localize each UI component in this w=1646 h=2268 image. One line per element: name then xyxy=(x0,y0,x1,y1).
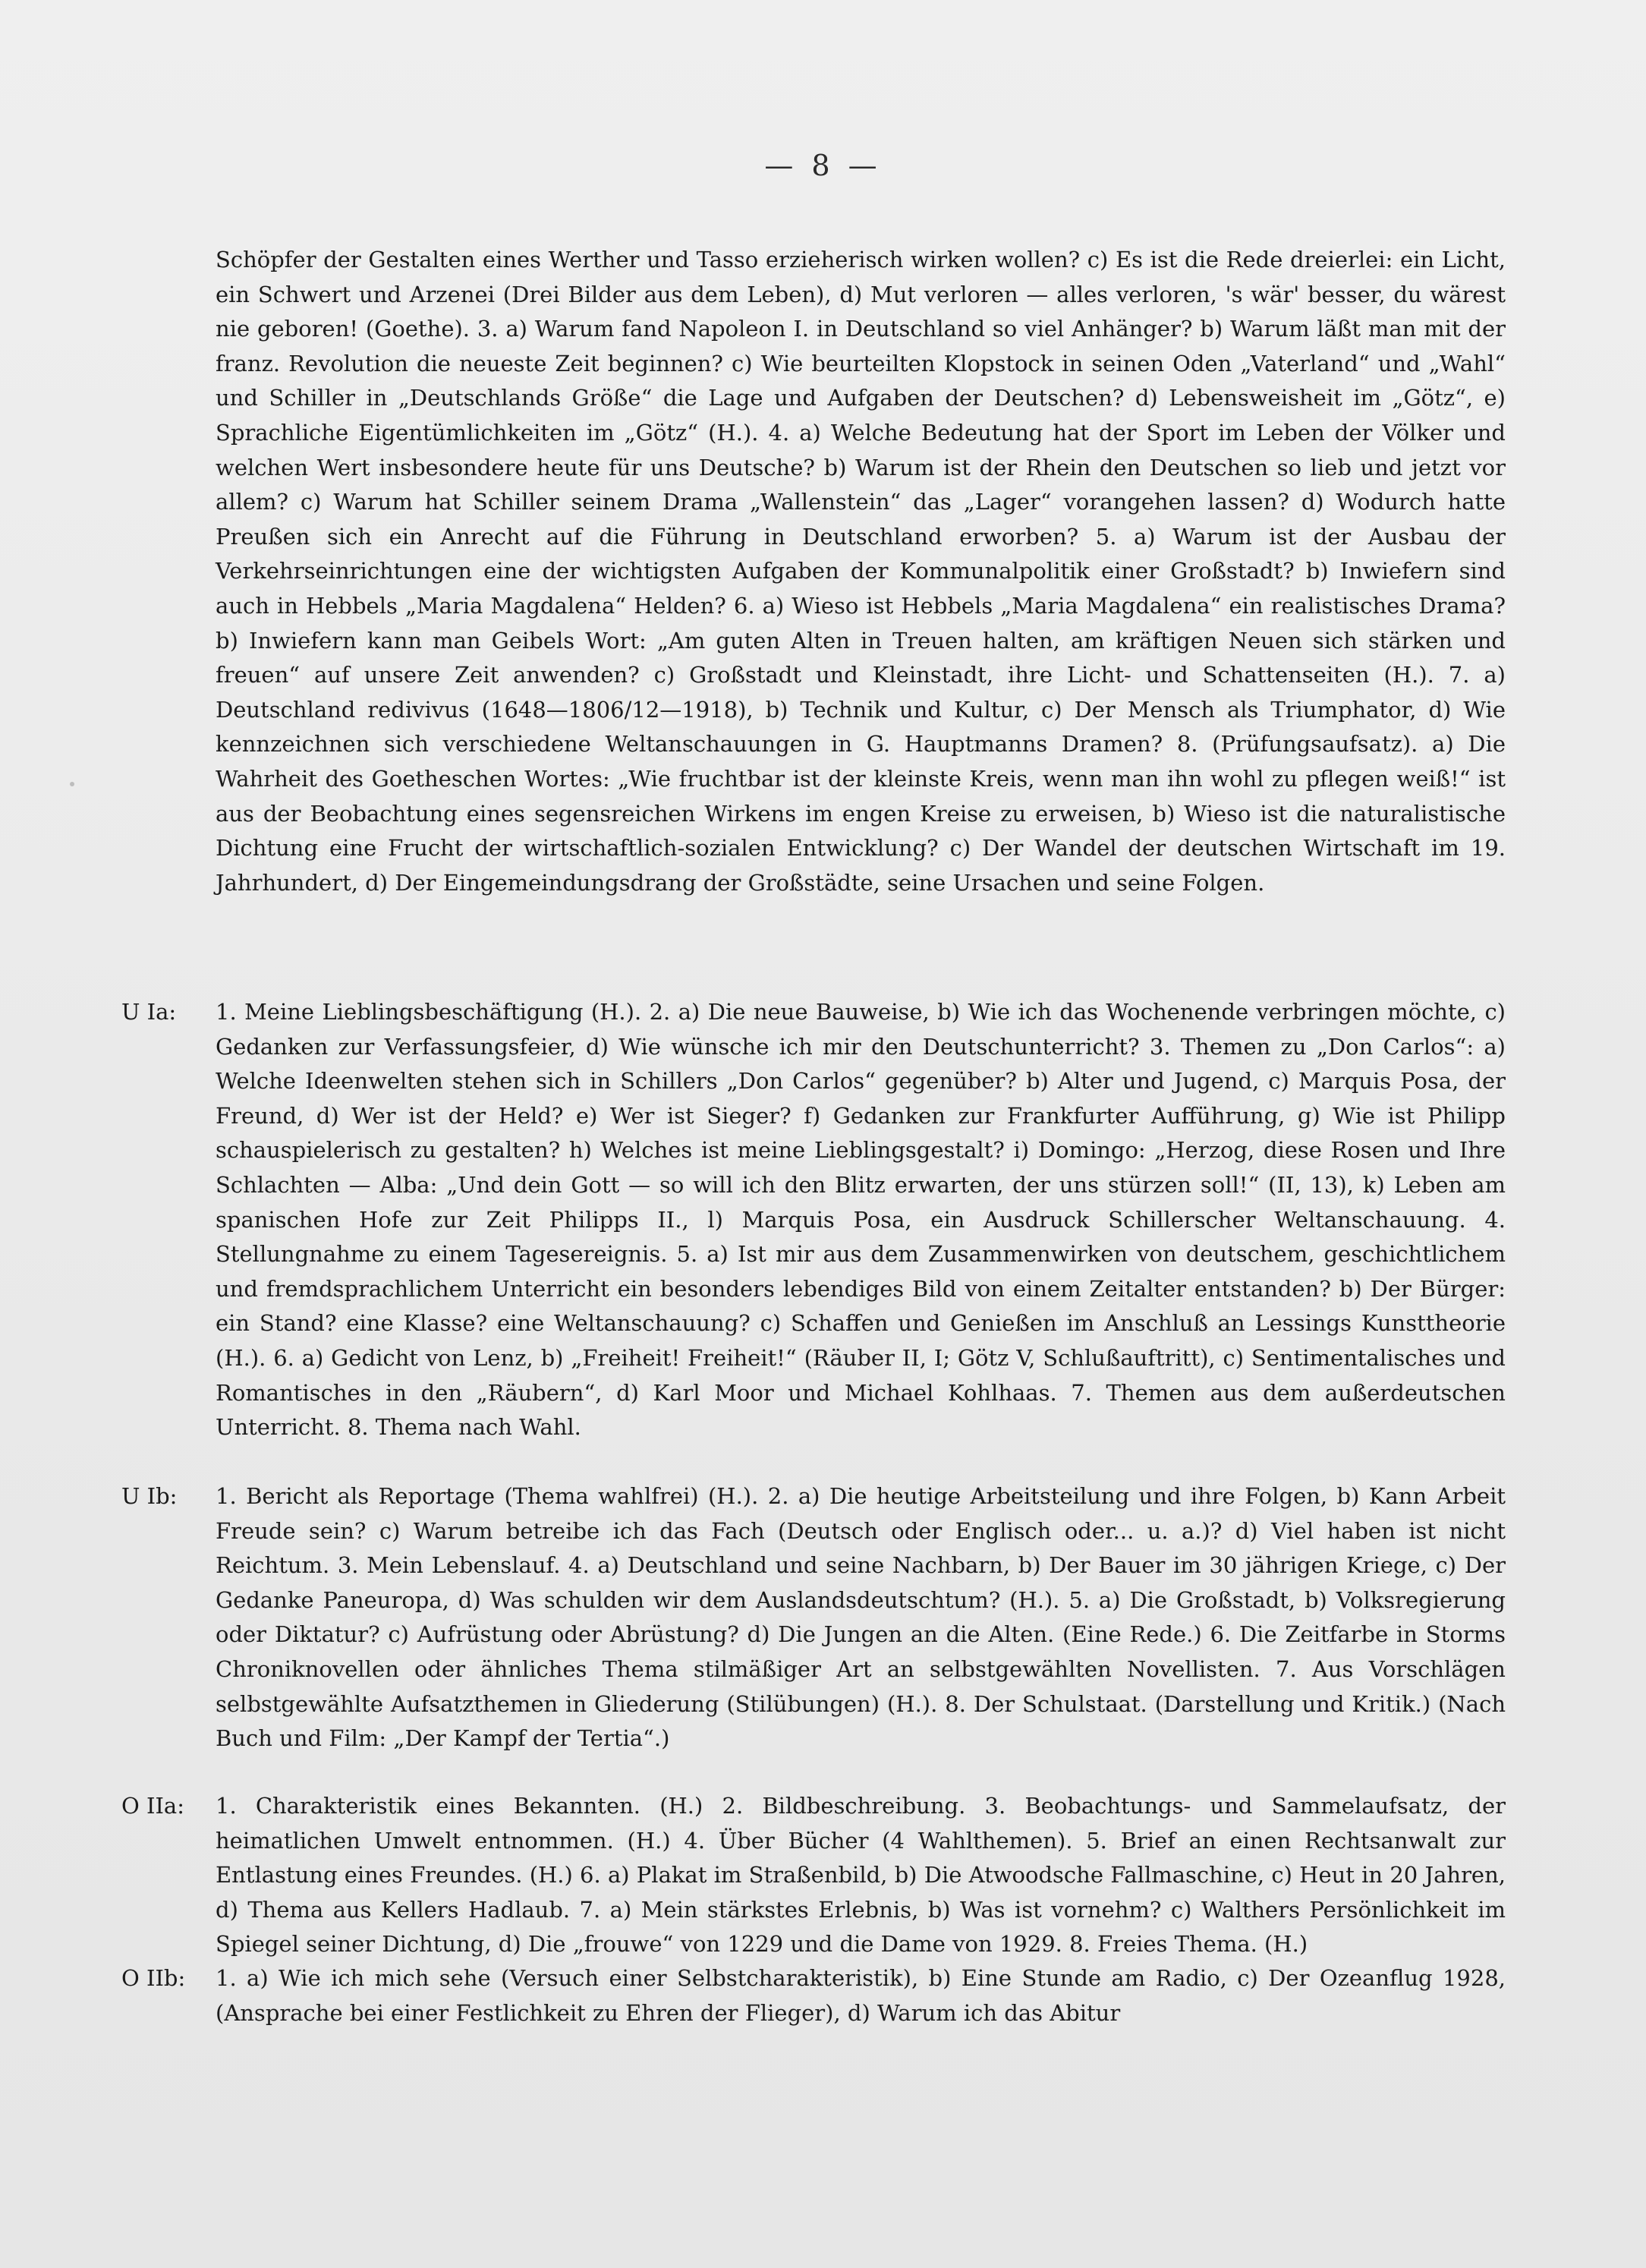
section-label: U Ia: xyxy=(121,999,177,1025)
section-label: O IIb: xyxy=(121,1965,186,1991)
section-body: 1. Charakteristik eines Bekannten. (H.) 2. Bildbeschreibung. 3. Beobachtungs- und Sammelaufsatz, der heimatlichen Umwelt entnommen. (H.) 4. Über Bücher (4 Wahlthemen). 5. Brief an einen Rechtsanwalt zur Entlastung eines Freundes. (H.) 6. a) Plakat im Straßenbild, b) Die Atwoodsche Fallmaschine, c) Heut in 20 Jahren, d) Thema aus Kellers Hadlaub. 7. a) Mein stärkstes Erlebnis, b) Was ist vornehm? c) Walthers Persönlichkeit im Spiegel seiner Dichtung, d) Die „frouwe“ von 1229 und die Dame von 1929. 8. Freies Thema. (H.) xyxy=(216,1793,1506,1958)
section-u-ib xyxy=(121,1479,1506,1756)
page-number: — 8 — xyxy=(764,149,882,182)
section-u-ia xyxy=(121,995,1506,1445)
section-label: U Ib: xyxy=(121,1483,178,1509)
section-o-iia xyxy=(121,1789,1506,1962)
section-label: O IIa: xyxy=(121,1793,184,1819)
section-body: 1. Meine Lieblingsbeschäftigung (H.). 2. a) Die neue Bauweise, b) Wie ich das Wochenende verbringen möchte, c) Gedanken zur Verfassungsfeier, d) Wie wünsche ich mir den Deutschunterricht? 3. Themen zu „Don Carlos“: a) Welche Ideenwelten stehen sich in Schillers „Don Carlos“ gegenüber? b) Alter und Jugend, c) Marquis Posa, der Freund, d) Wer ist der Held? e) Wer ist Sieger? f) Gedanken zur Frankfurter Aufführung, g) Wie ist Philipp schauspielerisch zu gestalten? h) Welches ist meine Lieblingsgestalt? i) Domingo: „Herzog, diese Rosen und Ihre Schlachten — Alba: „Und dein Gott — so will ich den Blitz erwarten, der uns stürzen soll!“ (II, 13), k) Leben am spanischen Hofe zur Zeit Philipps II., l) Marquis Posa, ein Ausdruck Schillerscher Weltanschauung. 4. Stellungnahme zu einem Tagesereignis. 5. a) Ist mir aus dem Zusammenwirken von deutschem, geschichtlichem und fremdsprachlichem Unterricht ein besonders lebendiges Bild von einem Zeitalter entstanden? b) Der Bürger: ein Stand? eine Klasse? eine Weltanschauung? c) Schaffen und Genießen im Anschluß an Lessings Kunsttheorie (H.). 6. a) Gedicht von Lenz, b) „Freiheit! Freiheit!“ (Räuber II, I; Götz V, Schlußauftritt), c) Sentimentalisches und Romantisches in den „Räubern“, d) Karl Moor und Michael Kohlhaas. 7. Themen aus dem außerdeutschen Unterricht. 8. Thema nach Wahl. xyxy=(216,999,1506,1441)
section-body: 1. Bericht als Reportage (Thema wahlfrei) (H.). 2. a) Die heutige Arbeitsteilung und ihre Folgen, b) Kann Arbeit Freude sein? c) Warum betreibe ich das Fach (Deutsch oder Englisch oder... u. a.)? d) Viel haben ist nicht Reichtum. 3. Mein Lebenslauf. 4. a) Deutschland und seine Nachbarn, b) Der Bauer im 30 jährigen Kriege, c) Der Gedanke Paneuropa, d) Was schulden wir dem Auslandsdeutschtum? (H.). 5. a) Die Großstadt, b) Volksregierung oder Diktatur? c) Aufrüstung oder Abrüstung? d) Die Jungen an die Alten. (Eine Rede.) 6. Die Zeitfarbe in Storms Chroniknovellen oder ähnliches Thema stilmäßiger Art an selbstgewählten Novellisten. 7. Aus Vorschlägen selbstgewählte Aufsatzthemen in Gliederung (Stilübungen) (H.). 8. Der Schulstaat. (Darstellung und Kritik.) (Nach Buch und Film: „Der Kampf der Tertia“.) xyxy=(216,1483,1506,1752)
section-o-iib xyxy=(121,1961,1506,2030)
section-body: 1. a) Wie ich mich sehe (Versuch einer Selbstcharakteristik), b) Eine Stunde am Radio, c) Der Ozeanflug 1928, (Ansprache bei einer Festlichkeit zu Ehren der Flieger), d) Warum ich das Abitur xyxy=(216,1965,1506,2026)
paper-speck xyxy=(70,782,74,786)
intro-paragraph: Schöpfer der Gestalten eines Werther und Tasso erzieherisch wirken wollen? c) Es ist die Rede dreierlei: ein Licht, ein Schwert und Arzenei (Drei Bilder aus dem Leben), d) Mut verloren — alles verloren, 's wär' besser, du wärest nie geboren! (Goethe). 3. a) Warum fand Napoleon I. in Deutschland so viel Anhänger? b) Warum läßt man mit der franz. Revolution die neueste Zeit beginnen? c) Wie beurteilten Klopstock in seinen Oden „Vaterland“ und „Wahl“ und Schiller in „Deutschlands Größe“ die Lage und Aufgaben der Deutschen? d) Lebensweisheit im „Götz“, e) Sprachliche Eigentümlichkeiten im „Götz“ (H.). 4. a) Welche Bedeutung hat der Sport im Leben der Völker und welchen Wert insbesondere heute für uns Deutsche? b) Warum ist der Rhein den Deutschen so lieb und jetzt vor allem? c) Warum hat Schiller seinem Drama „Wallenstein“ das „Lager“ vorangehen lassen? d) Wodurch hatte Preußen sich ein Anrecht auf die Führung in Deutschland erworben? 5. a) Warum ist der Ausbau der Verkehrseinrichtungen eine der wichtigsten Aufgaben der Kommunalpolitik einer Großstadt? b) Inwiefern sind auch in Hebbels „Maria Magdalena“ Helden? 6. a) Wieso ist Hebbels „Maria Magdalena“ ein realistisches Drama? b) Inwiefern kann man Geibels Wort: „Am guten Alten in Treuen halten, am kräftigen Neuen sich stärken und freuen“ auf unsere Zeit anwenden? c) Großstadt und Kleinstadt, ihre Licht- und Schattenseiten (H.). 7. a) Deutschland redivivus (1648—1806/12—1918), b) Technik und Kultur, c) Der Mensch als Triumphator, d) Wie kennzeichnen sich verschiedene Weltanschauungen in G. Hauptmanns Dramen? 8. (Prüfungsaufsatz). a) Die Wahrheit des Goetheschen Wortes: „Wie fruchtbar ist der kleinste Kreis, wenn man ihn wohl zu pflegen weiß!“ ist aus der Beobachtung eines segensreichen Wirkens im engen Kreise zu erweisen, b) Wieso ist die naturalistische Dichtung eine Frucht der wirtschaftlich-sozialen Entwicklung? c) Der Wandel der deutschen Wirtschaft im 19. Jahrhundert, d) Der Eingemeindungsdrang der Großstädte, seine Ursachen und seine Folgen. xyxy=(216,247,1506,896)
